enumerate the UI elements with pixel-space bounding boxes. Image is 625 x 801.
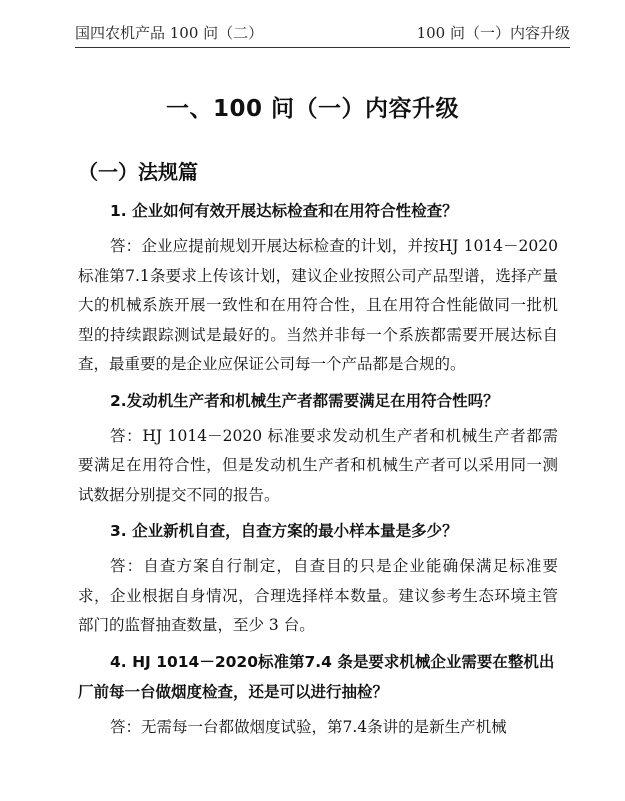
- qa-item: [78, 196, 558, 380]
- question-text: 3. 企业新机自查，自查方案的最小样本量是多少？: [110, 522, 458, 540]
- qa-item: [78, 386, 558, 511]
- question-text: 2.发动机生产者和机械生产者都需要满足在用符合性吗？: [110, 391, 499, 410]
- page-header: [75, 18, 570, 46]
- qa-item: [78, 516, 558, 641]
- question-text: 1. 企业如何有效开展达标检查和在用符合性检查？: [110, 202, 458, 220]
- header-right-text: 100 问（一）内容升级: [416, 23, 570, 42]
- question-text: 4. HJ 1014－2020标准第7.4 条是要求机械企业需要在整机出厂前每一台做烟度检查，还是可以进行抽检？: [78, 652, 555, 701]
- section-title: （一）法规篇: [78, 160, 198, 184]
- answer-text: 答：HJ 1014－2020 标准要求发动机生产者和机械生产者都需要满足在用符合性，但是发动机生产者和机械生产者可以采用同一测试数据分别提交不同的报告。: [78, 426, 558, 504]
- answer-text: 答：无需每一台都做烟度试验，第7.4条讲的是新生产机械: [110, 717, 507, 736]
- header-divider: [75, 47, 570, 48]
- document-title: 一、100 问（一）内容升级: [165, 96, 460, 122]
- answer-text: 答：自查方案自行制定，自查目的只是企业能确保满足标准要求，企业根据自身情况，合理选择样本数量。建议参考生态环境主管部门的监督抽查数量，至少 3 台。: [78, 557, 558, 634]
- answer-text: 答：企业应提前规划开展达标检查的计划，并按HJ 1014－2020标准第7.1条要求上传该计划，建议企业按照公司产品型谱，选择产量大的机械系族开展一致性和在用符合性，且在用符合性能做同一批机型的持续跟踪测试是最好的。当然并非每一个系族都需要开展达标自查，最重要的是企业应保证公司每一个产品都是合规的。: [78, 237, 558, 373]
- header-left-text: 国四农机产品 100 问（二）: [75, 23, 264, 42]
- qa-item: [78, 647, 558, 743]
- qa-list: [78, 196, 558, 748]
